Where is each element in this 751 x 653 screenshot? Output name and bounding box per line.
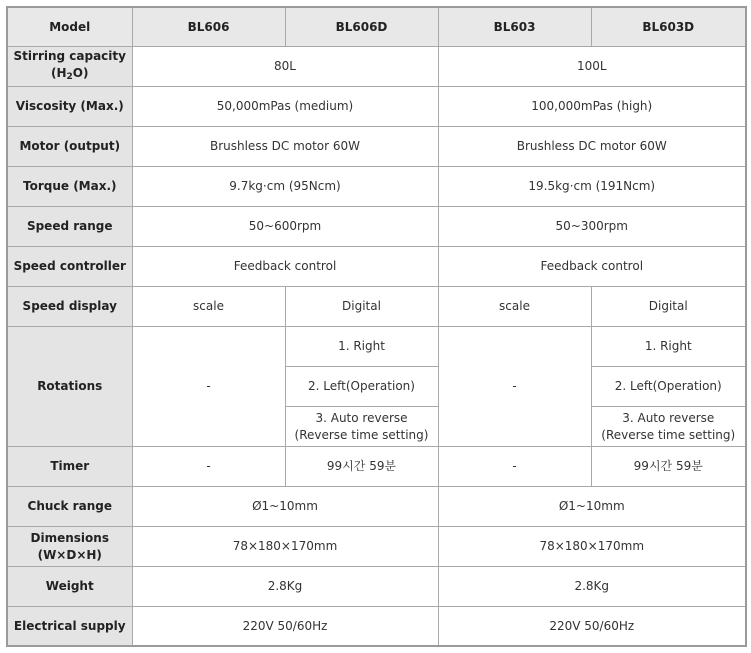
label-weight: Weight [7,567,132,607]
row-weight [7,567,746,607]
spec-table [6,6,747,647]
value-timer-bl603: - [438,447,591,487]
label-stirring-capacity [7,47,132,87]
header-row [7,7,746,47]
spec-table-container [6,6,747,647]
label-rotations: Rotations [7,327,132,447]
value-timer-bl603d: 99시간 59분 [591,447,746,487]
value-torque-bl603: 19.5kg·cm (191Ncm) [438,167,746,207]
label-motor: Motor (output) [7,127,132,167]
value-rotations-bl603: - [438,327,591,447]
label-electrical-supply: Electrical supply [7,607,132,647]
row-dimensions [7,527,746,567]
value-weight-bl603: 2.8Kg [438,567,746,607]
value-rotations-bl603d-auto [591,407,746,447]
row-motor [7,127,746,167]
label-torque: Torque (Max.) [7,167,132,207]
row-timer [7,447,746,487]
value-electrical-bl603: 220V 50/60Hz [438,607,746,647]
auto-reverse-line1-bl603d: 3. Auto reverse [622,410,715,425]
value-speed-display-bl606d: Digital [285,287,438,327]
value-motor-bl606: Brushless DC motor 60W [132,127,438,167]
row-rotations-1 [7,327,746,367]
auto-reverse-line2-bl606d: (Reverse time setting) [294,427,429,442]
label-dimensions [7,527,132,567]
value-stirring-bl603: 100L [438,47,746,87]
header-bl606: BL606 [132,7,285,47]
label-dimensions-line1: Dimensions [30,530,109,545]
value-rotations-bl603d-right: 1. Right [591,327,746,367]
row-torque [7,167,746,207]
label-dimensions-line2: (W×D×H) [37,547,102,562]
value-speed-controller-bl606: Feedback control [132,247,438,287]
value-dimensions-bl603: 78×180×170mm [438,527,746,567]
value-chuck-bl606: Ø1~10mm [132,487,438,527]
value-speed-controller-bl603: Feedback control [438,247,746,287]
row-speed-controller [7,247,746,287]
row-speed-display [7,287,746,327]
value-speed-range-bl606: 50~600rpm [132,207,438,247]
auto-reverse-line2-bl603d: (Reverse time setting) [601,427,736,442]
value-chuck-bl603: Ø1~10mm [438,487,746,527]
value-rotations-bl606d-left: 2. Left(Operation) [285,367,438,407]
value-rotations-bl606d-auto [285,407,438,447]
value-speed-display-bl603: scale [438,287,591,327]
value-rotations-bl606: - [132,327,285,447]
value-rotations-bl606d-right: 1. Right [285,327,438,367]
row-viscosity [7,87,746,127]
label-stirring-line1: Stirring capacity [13,48,126,63]
label-timer: Timer [7,447,132,487]
value-speed-range-bl603: 50~300rpm [438,207,746,247]
label-speed-controller: Speed controller [7,247,132,287]
value-motor-bl603: Brushless DC motor 60W [438,127,746,167]
header-bl603d: BL603D [591,7,746,47]
value-stirring-bl606: 80L [132,47,438,87]
label-speed-display: Speed display [7,287,132,327]
value-speed-display-bl606: scale [132,287,285,327]
header-bl603: BL603 [438,7,591,47]
value-viscosity-bl603: 100,000mPas (high) [438,87,746,127]
label-stirring-sub: 2 [66,71,73,82]
auto-reverse-line1-bl606d: 3. Auto reverse [315,410,408,425]
label-stirring-close: O) [72,65,89,80]
label-viscosity: Viscosity (Max.) [7,87,132,127]
value-viscosity-bl606: 50,000mPas (medium) [132,87,438,127]
value-dimensions-bl606: 78×180×170mm [132,527,438,567]
header-model: Model [7,7,132,47]
label-stirring-open: (H [51,65,67,80]
value-speed-display-bl603d: Digital [591,287,746,327]
header-bl606d: BL606D [285,7,438,47]
label-speed-range: Speed range [7,207,132,247]
value-timer-bl606d: 99시간 59분 [285,447,438,487]
row-chuck-range [7,487,746,527]
row-stirring-capacity [7,47,746,87]
value-electrical-bl606: 220V 50/60Hz [132,607,438,647]
value-rotations-bl603d-left: 2. Left(Operation) [591,367,746,407]
value-timer-bl606: - [132,447,285,487]
value-torque-bl606: 9.7kg·cm (95Ncm) [132,167,438,207]
row-speed-range [7,207,746,247]
row-electrical-supply [7,607,746,647]
label-stirring-line2 [51,66,88,80]
label-chuck-range: Chuck range [7,487,132,527]
value-weight-bl606: 2.8Kg [132,567,438,607]
